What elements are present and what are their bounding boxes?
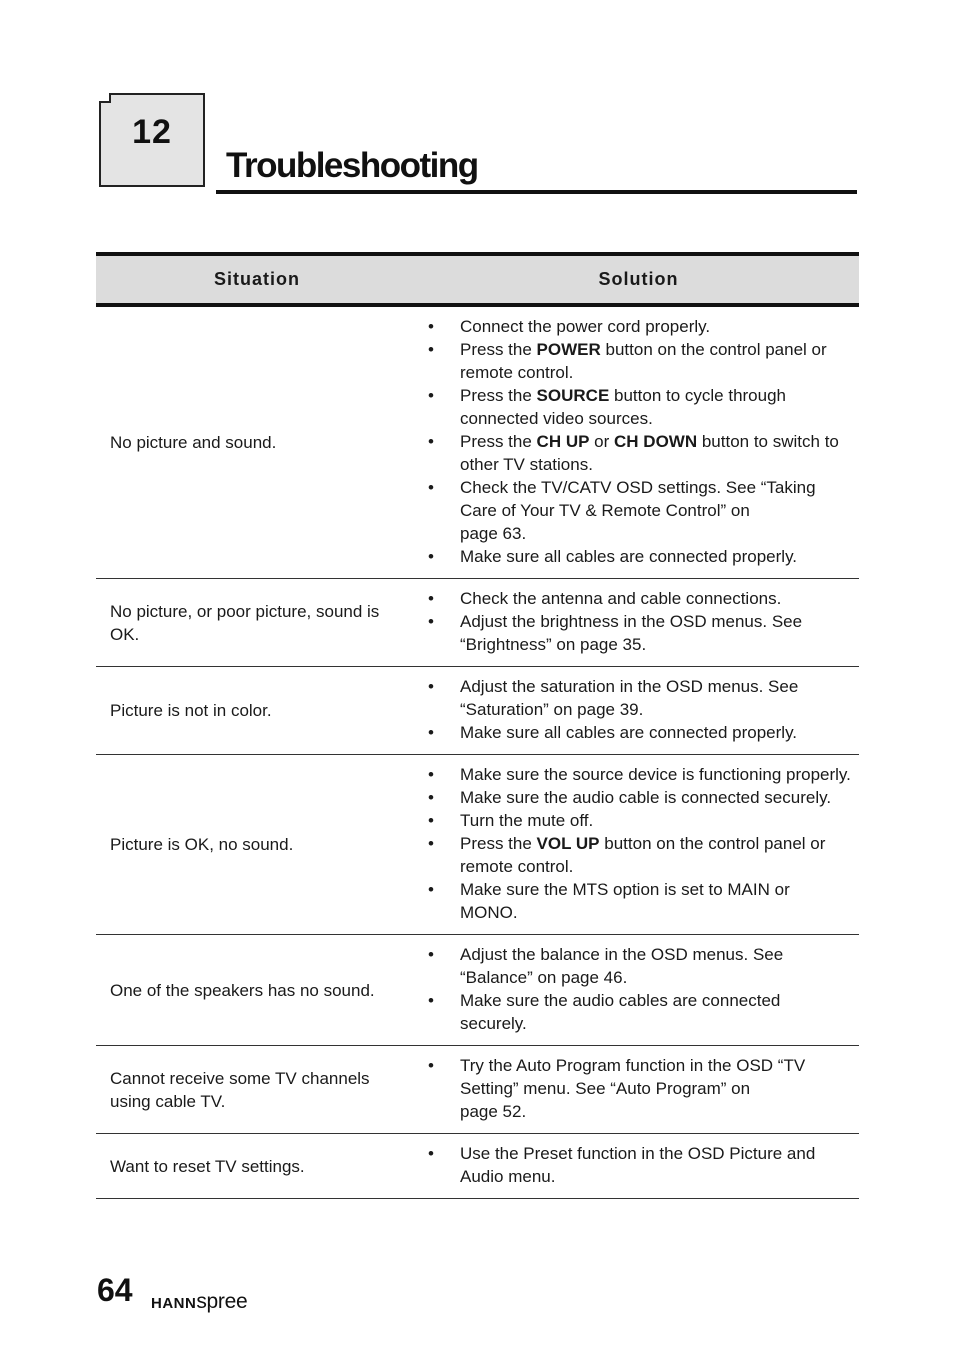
solution-cell	[418, 667, 859, 755]
button-name-text: CH UP	[536, 432, 590, 451]
situation-cell: Cannot receive some TV channels using cable TV.	[96, 1046, 418, 1134]
solution-text: Try the Auto Program function in the OSD “TV Setting” menu. See “Auto Program” on	[460, 1056, 806, 1098]
solution-text: Adjust the balance in the OSD menus. See “Balance” on page 46.	[460, 945, 784, 987]
solution-text: button on the control panel or remote control.	[460, 834, 826, 876]
solution-item	[428, 610, 851, 656]
situation-cell: One of the speakers has no sound.	[96, 935, 418, 1046]
solution-text: button on the control panel or remote control.	[460, 340, 827, 382]
solution-item	[428, 384, 851, 430]
situation-cell: Want to reset TV settings.	[96, 1134, 418, 1199]
solution-text: page 52.	[460, 1102, 527, 1121]
solution-item	[428, 675, 851, 721]
table-body	[96, 305, 859, 1199]
solution-text: Make sure all cables are connected properly.	[460, 547, 798, 566]
solution-cell	[418, 1046, 859, 1134]
solution-item	[428, 1142, 851, 1188]
button-name-text: SOURCE	[536, 386, 610, 405]
solution-item	[428, 786, 851, 809]
header-solution: Solution	[418, 254, 859, 305]
page-number: 64	[97, 1272, 133, 1308]
header-situation: Situation	[96, 254, 418, 305]
brand-logo-light: spree	[196, 1290, 248, 1313]
brand-logo-bold: HANN	[151, 1295, 197, 1312]
page-title: Troubleshooting	[226, 146, 478, 185]
solution-item	[428, 989, 851, 1035]
solution-list	[428, 1054, 851, 1123]
solution-item	[428, 338, 851, 384]
solution-text: Use the Preset function in the OSD Picture and Audio menu.	[460, 1144, 816, 1186]
solution-list	[428, 943, 851, 1035]
solution-text: Press the	[460, 340, 537, 359]
solution-item	[428, 587, 851, 610]
solution-item	[428, 1054, 851, 1123]
table-row	[96, 667, 859, 755]
troubleshooting-table	[96, 252, 859, 1199]
solution-list	[428, 587, 851, 656]
solution-cell	[418, 1134, 859, 1199]
solution-list	[428, 315, 851, 568]
chapter-number-box	[99, 93, 205, 187]
solution-text: Make sure all cables are connected properly.	[460, 723, 798, 742]
solution-item	[428, 315, 851, 338]
solution-text: Adjust the saturation in the OSD menus. See “Saturation” on page 39.	[460, 677, 799, 719]
solution-text: button to switch to other TV stations.	[460, 432, 839, 474]
situation-cell: No picture, or poor picture, sound is OK.	[96, 579, 418, 667]
solution-item	[428, 878, 851, 924]
solution-item	[428, 809, 851, 832]
situation-cell: Picture is OK, no sound.	[96, 755, 418, 935]
solution-text: Press the	[460, 386, 537, 405]
brand-logo	[151, 1290, 247, 1314]
table-row	[96, 1134, 859, 1199]
solution-item	[428, 721, 851, 744]
solution-text: Check the TV/CATV OSD settings. See “Taking Care of Your TV & Remote Control” on	[460, 478, 816, 520]
solution-text: Make sure the source device is functioning properly.	[460, 765, 851, 784]
solution-text: Connect the power cord properly.	[460, 317, 711, 336]
solution-cell	[418, 305, 859, 579]
solution-text: or	[589, 432, 615, 451]
solution-cell	[418, 579, 859, 667]
solution-text: Check the antenna and cable connections.	[460, 589, 782, 608]
solution-item	[428, 763, 851, 786]
solution-text: page 63.	[460, 524, 527, 543]
solution-list	[428, 763, 851, 924]
table-row	[96, 579, 859, 667]
table-header-row	[96, 254, 859, 305]
solution-list	[428, 675, 851, 744]
solution-item	[428, 832, 851, 878]
solution-text: Make sure the audio cable is connected securely.	[460, 788, 832, 807]
solution-item	[428, 430, 851, 476]
solution-text: Make sure the audio cables are connected securely.	[460, 991, 781, 1033]
table-row	[96, 755, 859, 935]
solution-text: button to cycle through connected video sources.	[460, 386, 787, 428]
button-name-text: CH DOWN	[614, 432, 698, 451]
button-name-text: POWER	[536, 340, 601, 359]
table-row	[96, 935, 859, 1046]
solution-text: Press the	[460, 432, 537, 451]
solution-text: Adjust the brightness in the OSD menus. See “Brightness” on page 35.	[460, 612, 803, 654]
solution-text: Press the	[460, 834, 537, 853]
button-name-text: VOL UP	[536, 834, 600, 853]
solution-list	[428, 1142, 851, 1188]
solution-cell	[418, 755, 859, 935]
table-row	[96, 305, 859, 579]
solution-text: Make sure the MTS option is set to MAIN or MONO.	[460, 880, 790, 922]
solution-item	[428, 545, 851, 568]
solution-text: Turn the mute off.	[460, 811, 594, 830]
solution-cell	[418, 935, 859, 1046]
chapter-number: 12	[132, 113, 172, 151]
situation-cell: No picture and sound.	[96, 305, 418, 579]
solution-item	[428, 943, 851, 989]
table-row	[96, 1046, 859, 1134]
solution-item	[428, 476, 851, 545]
title-underline	[216, 190, 857, 194]
situation-cell: Picture is not in color.	[96, 667, 418, 755]
